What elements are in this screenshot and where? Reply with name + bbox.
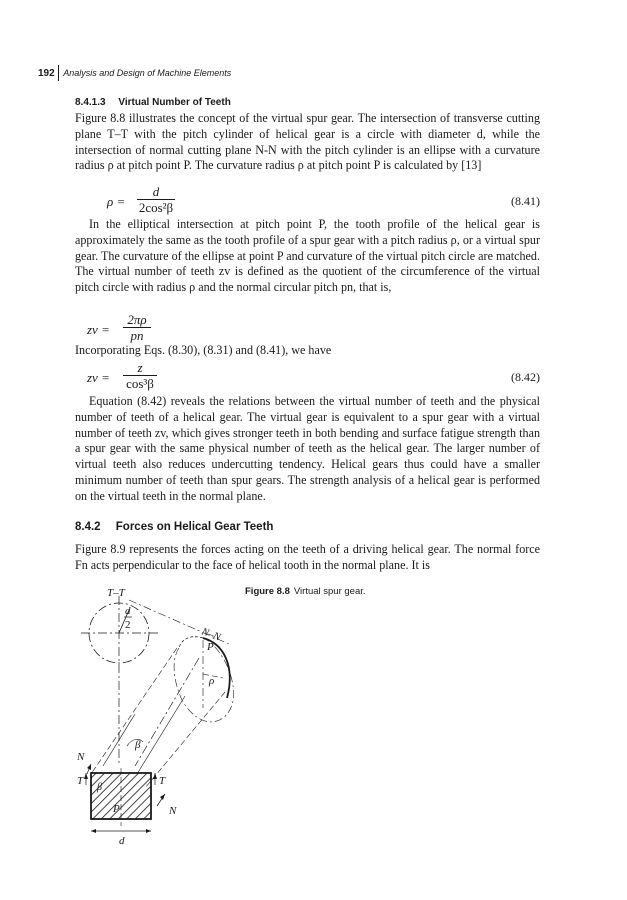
- label-n-left: N: [77, 751, 85, 763]
- label-beta-box: β: [97, 782, 102, 793]
- caption-label: Figure 8.8: [245, 586, 290, 597]
- section-number: 8.4.2: [75, 521, 101, 533]
- paragraph-2: In the elliptical intersection at pitch point P, the tooth profile of the helical gear is approximately the same as the tooth profile of a spur gear with a pitch radius ρ, or a virtual spur gear. The curvature of the ellipse at point P and curvature of the virtual pitch circle are matched. The virtual number of teeth zv is defined as the quotient of the circumference of the virtual pitch circle with radius ρ and the normal circular pitch pn, that is,: [75, 217, 540, 295]
- label-diameter: d: [119, 835, 125, 847]
- label-normal-plane: N–N: [199, 626, 222, 644]
- paragraph-1: Figure 8.8 illustrates the concept of the virtual spur gear. The intersection of transverse cutting plane T–T with the pitch cylinder of helical gear is a circle with diameter d, while the intersection of normal cutting plane N-N with the pitch cylinder is an ellipse with a curvature radius ρ at pitch point P. The curvature radius ρ at pitch point P is calculated by [13]: [75, 111, 540, 173]
- subsection-title: Virtual Number of Teeth: [118, 97, 231, 108]
- label-pitch-point-box: P: [113, 803, 120, 815]
- eq-fraction: [137, 184, 175, 216]
- helix-axis-line: [135, 658, 199, 766]
- eq-lhs: ρ =: [107, 194, 126, 209]
- label-n-bottom: N: [169, 805, 177, 817]
- label-d-denominator: 2: [125, 619, 131, 631]
- eq-denominator: cos³β: [126, 376, 154, 391]
- eq-denominator: 2cos²β: [138, 200, 174, 215]
- eq-fraction: [123, 312, 151, 344]
- label-rho: ρ: [209, 675, 215, 687]
- paragraph-5: Figure 8.9 represents the forces acting on the teeth of a driving helical gear. The normal force Fn acts perpendicular to the face of helical tooth in the normal plane. It is: [75, 542, 540, 572]
- figure-caption: [245, 586, 366, 597]
- label-t-right: T: [159, 775, 166, 787]
- dimension-arrow-right: [146, 829, 151, 833]
- subsection-number: 8.4.1.3: [75, 97, 106, 108]
- eq-denominator: pn: [130, 328, 144, 343]
- label-pitch-point-top: P: [207, 641, 214, 653]
- page-number: 192: [38, 67, 55, 79]
- book-title: Analysis and Design of Machine Elements: [63, 68, 232, 78]
- cylinder-edge-left: [91, 648, 177, 774]
- ellipse-hidden-arc: [179, 637, 203, 648]
- label-t-left: T: [77, 775, 84, 787]
- label-beta-mid: β: [135, 739, 141, 751]
- eq-lhs: zv =: [87, 322, 110, 337]
- oblique-line-mid: [137, 696, 185, 774]
- cylinder-edge-right: [145, 692, 225, 788]
- equation-8-41: [75, 184, 540, 218]
- equation-number: (8.41): [511, 194, 540, 208]
- ellipse-centerline: [174, 638, 233, 722]
- eq-numerator: z: [137, 360, 143, 375]
- virtual-gear-diagram: [77, 588, 245, 848]
- section-arrowhead-right: [153, 773, 157, 779]
- equation-zv: [75, 312, 540, 346]
- eq-lhs: zv =: [87, 370, 110, 385]
- figure-virtual-spur-gear: [77, 588, 245, 848]
- section-heading: [75, 521, 273, 533]
- label-d-numerator: d: [125, 605, 131, 617]
- dimension-arrow-left: [91, 829, 96, 833]
- equation-number: (8.42): [511, 370, 540, 384]
- eq-numerator: 2πρ: [127, 312, 147, 327]
- paragraph-4: Equation (8.42) reveals the relations between the virtual number of teeth and the physical number of teeth of a helical gear. The virtual gear is equivalent to a spur gear with a virtual number of teeth zv, which gives stronger teeth in both bending and surface fatigue strength than a spur gear with the same physical number of teeth as the helical gear. The larger number of virtual teeth also reduces undercutting tendency. Helical gears thus could have a smaller minimum number of teeth than spur gears. The strength analysis of a helical gear is performed on the virtual teeth in the normal plane.: [75, 394, 540, 503]
- eq-numerator: d: [152, 184, 160, 199]
- header-divider: [58, 65, 60, 81]
- caption-text: Virtual spur gear.: [293, 586, 366, 597]
- section-title: Forces on Helical Gear Teeth: [115, 521, 274, 533]
- label-transverse-plane: T–T: [107, 588, 125, 599]
- eq-fraction: [123, 360, 157, 392]
- subsection-heading: [75, 97, 231, 108]
- normal-arrowhead-right: [160, 794, 165, 800]
- equation-8-42: [75, 360, 540, 394]
- running-head: [38, 66, 231, 80]
- paragraph-3: Incorporating Eqs. (8.30), (8.31) and (8.41), we have: [75, 343, 332, 357]
